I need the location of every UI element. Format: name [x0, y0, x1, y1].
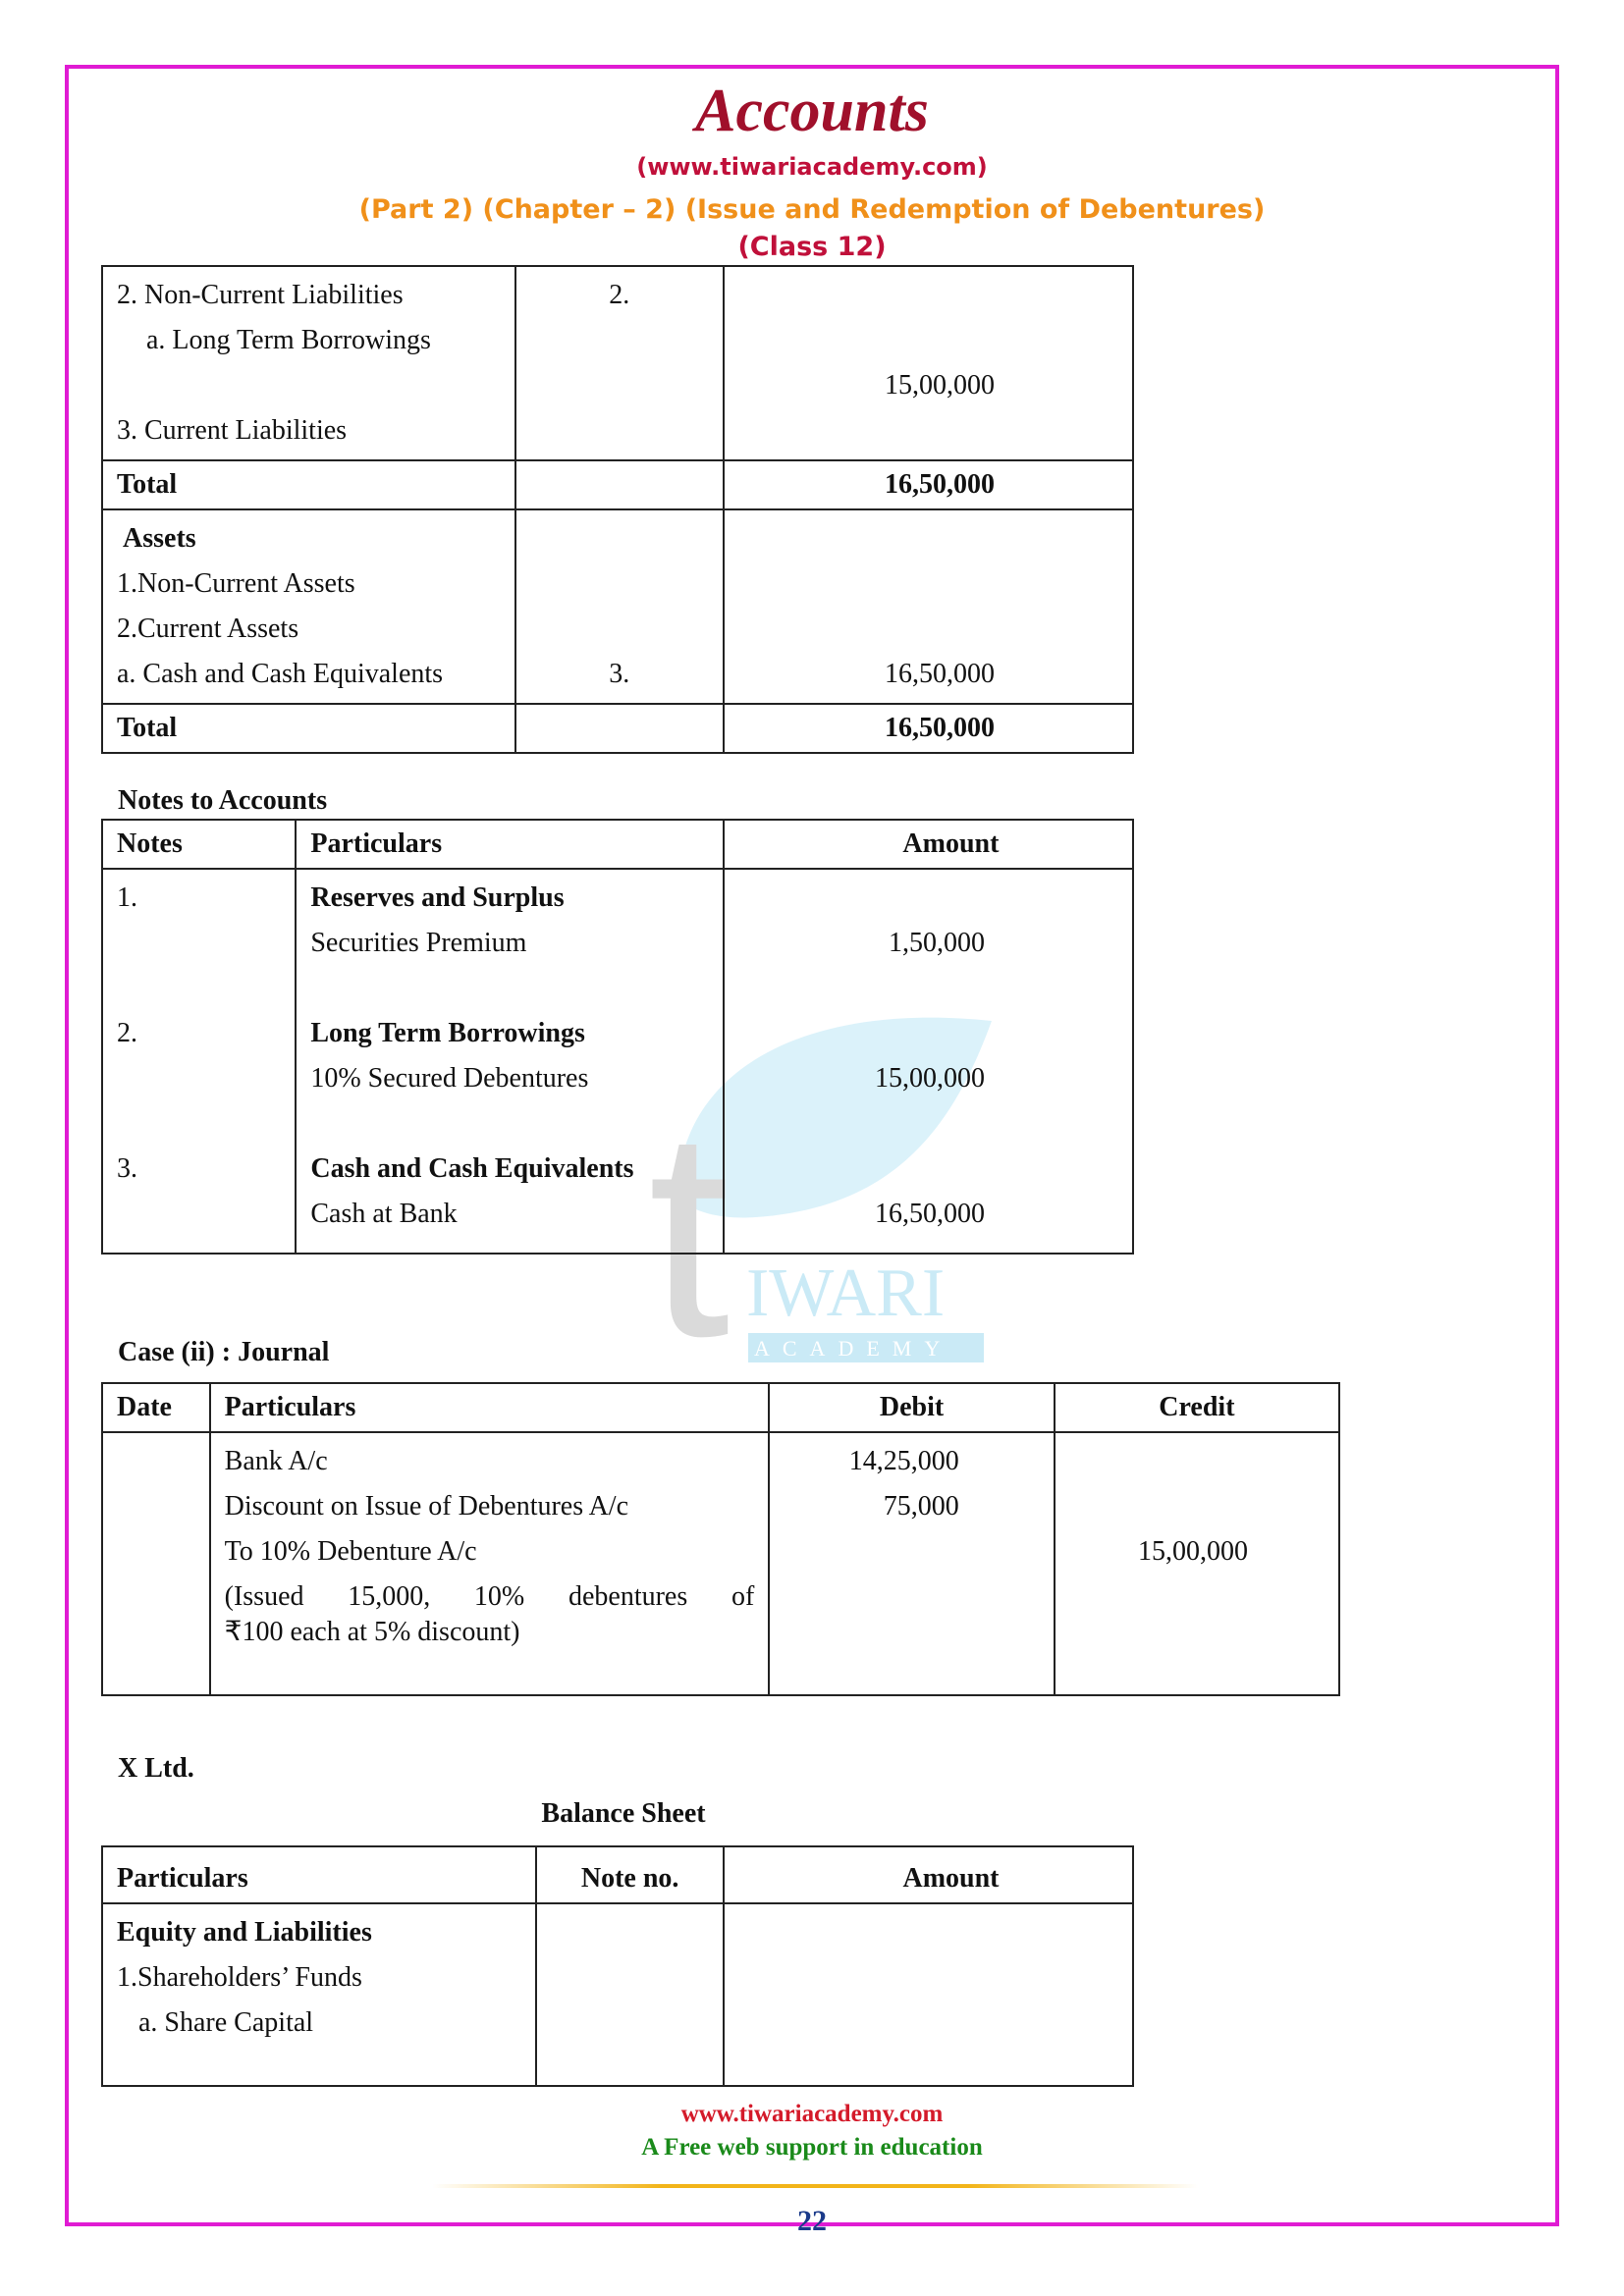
section-heading: Equity and Liabilities: [117, 1917, 372, 1948]
footer-divider: [432, 2184, 1198, 2188]
balance-sheet-table: [101, 1845, 1134, 2087]
asset-item: 1.Non-Current Assets: [117, 568, 355, 599]
header-url[interactable]: (www.tiwariacademy.com): [636, 153, 988, 181]
note-heading: Cash and Cash Equivalents: [310, 1153, 634, 1184]
debit-amount: 14,25,000: [848, 1446, 959, 1476]
header-chapter: (Part 2) (Chapter – 2) (Issue and Redemption of Debentures): [358, 194, 1266, 225]
balance-sheet-continued: [101, 265, 1134, 754]
journal-line: Discount on Issue of Debentures A/c: [224, 1491, 628, 1522]
liability-item: a. Share Capital: [138, 2007, 314, 2038]
journal-narration: (Issued 15,000, 10% debentures of: [224, 1581, 755, 1612]
footer-link[interactable]: www.tiwariacademy.com: [680, 2101, 944, 2127]
table-header-row: [102, 820, 1133, 869]
table-row: [102, 1432, 1339, 1695]
col-date: Date: [102, 1383, 210, 1432]
watermark-sub: ACADEMY: [754, 1336, 953, 1361]
liability-item: a. Long Term Borrowings: [146, 325, 431, 355]
liability-item: 1.Shareholders’ Funds: [117, 1962, 362, 1993]
notes-table: [101, 819, 1134, 1255]
table-header-row: [102, 1846, 1133, 1903]
section-heading: Assets: [123, 523, 196, 554]
note-ref: 3.: [609, 659, 630, 689]
total-label: Total: [102, 460, 515, 509]
debit-amount: 75,000: [883, 1491, 959, 1522]
table-row: [102, 509, 1133, 704]
footer-tagline: A Free web support in education: [641, 2134, 983, 2161]
table-row: [102, 266, 1133, 460]
note-item: Cash at Bank: [310, 1199, 458, 1229]
page-number: 22: [797, 2205, 827, 2237]
col-amount: Amount: [724, 820, 1133, 869]
amount-value: 16,50,000: [885, 659, 995, 689]
company-name: X Ltd.: [118, 1753, 194, 1784]
note-heading: Long Term Borrowings: [310, 1018, 585, 1048]
col-particulars: Particulars: [210, 1383, 770, 1432]
note-number: 2.: [117, 1018, 137, 1048]
table-header-row: [102, 1383, 1339, 1432]
note-ref: 2.: [609, 280, 630, 310]
col-notes: Notes: [102, 820, 296, 869]
col-note: Note no.: [536, 1846, 724, 1903]
watermark-letter: t: [648, 1068, 731, 1374]
watermark-name: IWARI: [746, 1255, 946, 1331]
header-class: (Class 12): [737, 232, 887, 262]
note-item: 10% Secured Debentures: [310, 1063, 589, 1094]
balance-sheet-title: Balance Sheet: [541, 1798, 706, 1829]
table-row: [102, 1903, 1133, 2086]
note-amount: 1,50,000: [889, 928, 985, 958]
notes-heading: Notes to Accounts: [118, 785, 328, 816]
asset-item: 2.Current Assets: [117, 614, 299, 644]
journal-line: To 10% Debenture A/c: [224, 1536, 477, 1567]
note-number: 1.: [117, 882, 137, 913]
journal-heading: Case (ii) : Journal: [118, 1337, 330, 1367]
credit-amount: 15,00,000: [1138, 1536, 1248, 1567]
note-item: Securities Premium: [310, 928, 527, 958]
total-amount: 16,50,000: [724, 704, 1133, 753]
note-amount: 16,50,000: [875, 1199, 985, 1229]
liability-item: 3. Current Liabilities: [117, 415, 348, 446]
asset-item: a. Cash and Cash Equivalents: [117, 659, 444, 689]
table-row: [102, 704, 1133, 753]
table-row: [102, 460, 1133, 509]
note-heading: Reserves and Surplus: [310, 882, 565, 913]
liability-item: 2. Non-Current Liabilities: [117, 280, 404, 310]
col-particulars: Particulars: [296, 820, 724, 869]
col-debit: Debit: [769, 1383, 1055, 1432]
table-row: [102, 869, 1133, 1254]
col-credit: Credit: [1055, 1383, 1339, 1432]
journal-table: [101, 1382, 1340, 1696]
note-number: 3.: [117, 1153, 137, 1184]
col-particulars: Particulars: [102, 1846, 536, 1903]
page-title: Accounts: [695, 78, 929, 144]
journal-narration: ₹100 each at 5% discount): [224, 1617, 520, 1647]
note-amount: 15,00,000: [875, 1063, 985, 1094]
journal-line: Bank A/c: [224, 1446, 328, 1476]
amount-value: 15,00,000: [885, 370, 995, 400]
total-amount: 16,50,000: [724, 460, 1133, 509]
col-amount: Amount: [724, 1846, 1133, 1903]
total-label: Total: [102, 704, 515, 753]
